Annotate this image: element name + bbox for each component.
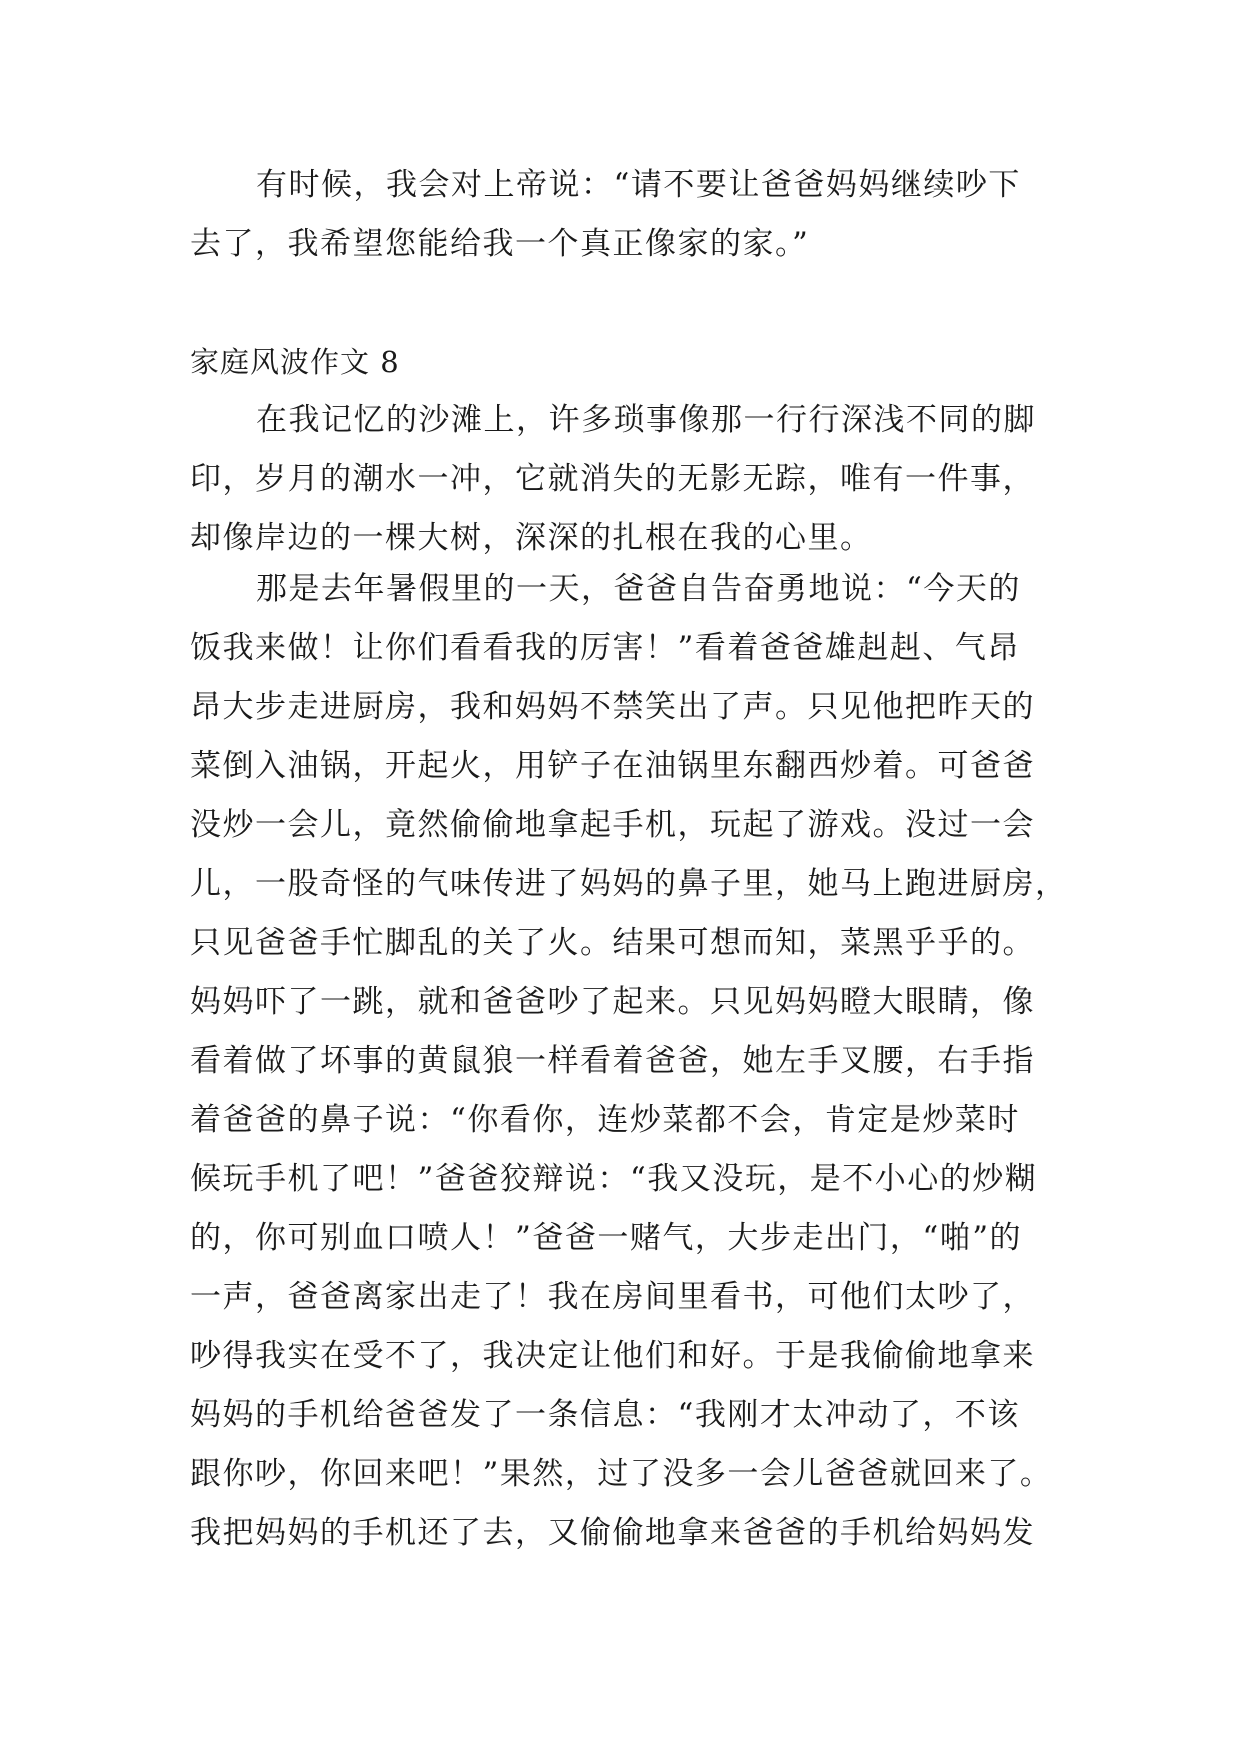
paragraph-line: 看着做了坏事的黄鼠狼一样看着爸爸，她左手叉腰，右手指	[190, 1043, 1035, 1079]
paragraph-line: 饭我来做！让你们看看我的厉害！”看着爸爸雄赳赳、气昂	[190, 630, 1020, 666]
paragraph-line: 在我记忆的沙滩上，许多琐事像那一行行深浅不同的脚	[256, 402, 1036, 438]
paragraph-line: 有时候，我会对上帝说：“请不要让爸爸妈妈继续吵下	[256, 167, 1021, 203]
paragraph-line: 一声，爸爸离家出走了！我在房间里看书，可他们太吵了，	[190, 1279, 1035, 1315]
paragraph-line: 却像岸边的一棵大树，深深的扎根在我的心里。	[190, 520, 873, 556]
section-heading	[190, 333, 1070, 392]
paragraph-line: 菜倒入油锅，开起火，用铲子在油锅里东翻西炒着。可爸爸	[190, 748, 1035, 784]
paragraph-line: 跟你吵，你回来吧！”果然，过了没多一会儿爸爸就回来了。	[190, 1456, 1053, 1492]
paragraph-line: 吵得我实在受不了，我决定让他们和好。于是我偷偷地拿来	[190, 1338, 1035, 1374]
paragraph-line: 只见爸爸手忙脚乱的关了火。结果可想而知，菜黑乎乎的。	[190, 925, 1035, 961]
paragraph-2	[190, 560, 1070, 1563]
paragraph-line: 没炒一会儿，竟然偷偷地拿起手机，玩起了游戏。没过一会	[190, 807, 1035, 843]
paragraph-line: 印，岁月的潮水一冲，它就消失的无影无踪，唯有一件事，	[190, 461, 1035, 497]
paragraph-line: 去了，我希望您能给我一个真正像家的家。”	[190, 226, 810, 262]
paragraph-line: 那是去年暑假里的一天，爸爸自告奋勇地说：“今天的	[256, 571, 1021, 607]
paragraph-line: 着爸爸的鼻子说：“你看你，连炒菜都不会，肯定是炒菜时	[190, 1102, 1020, 1138]
paragraph-line: 我把妈妈的手机还了去，又偷偷地拿来爸爸的手机给妈妈发	[190, 1515, 1035, 1551]
paragraph-line: 妈妈吓了一跳，就和爸爸吵了起来。只见妈妈瞪大眼睛，像	[190, 984, 1035, 1020]
paragraph-line: 儿，一股奇怪的气味传进了妈妈的鼻子里，她马上跑进厨房，	[190, 866, 1068, 902]
paragraph-line: 昂大步走进厨房，我和妈妈不禁笑出了声。只见他把昨天的	[190, 689, 1035, 725]
paragraph-line: 候玩手机了吧！”爸爸狡辩说：“我又没玩，是不小心的炒糊	[190, 1161, 1038, 1197]
intro-paragraph	[190, 156, 1070, 274]
paragraph-1	[190, 391, 1070, 568]
section-title: 家庭风波作文 8	[190, 345, 400, 379]
paragraph-line: 妈妈的手机给爸爸发了一条信息：“我刚才太冲动了，不该	[190, 1397, 1020, 1433]
paragraph-line: 的，你可别血口喷人！”爸爸一赌气，大步走出门，“啪”的	[190, 1220, 1023, 1256]
